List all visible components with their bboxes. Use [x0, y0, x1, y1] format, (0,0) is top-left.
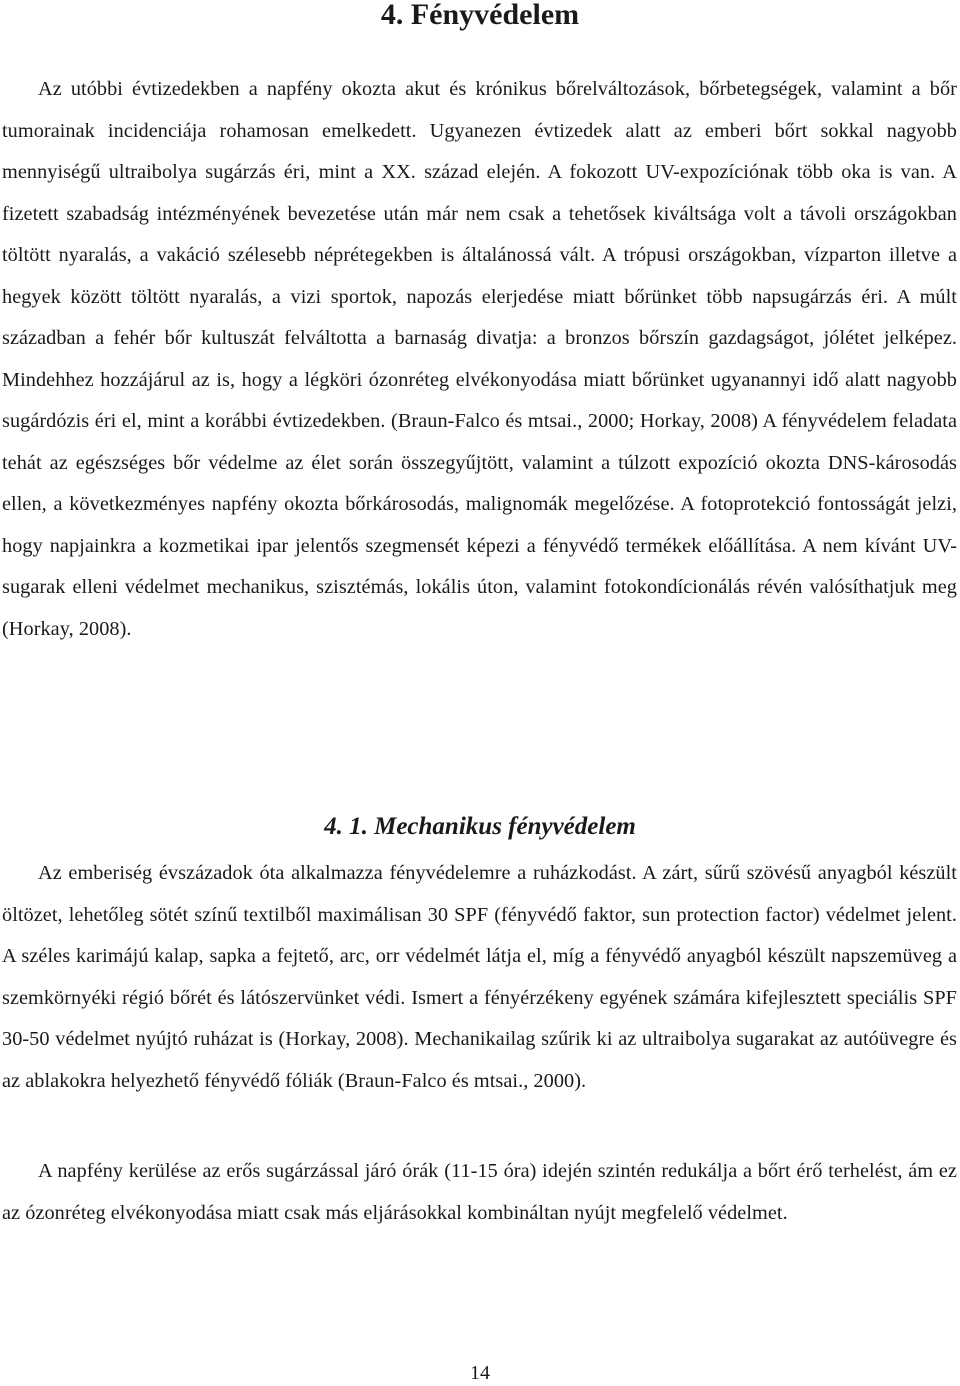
section-heading: 4. 1. Mechanikus fényvédelem [324, 813, 636, 840]
page-number: 14 [470, 1362, 490, 1384]
body-paragraph-2: Az emberiség évszázadok óta alkalmazza fényvédelemre a ruházkodást. A zárt, sűrű szövésű anyagból készült öltözet, lehetőleg sötét színű textilből maximálisan 30 SPF (fényvédő faktor, sun protection factor) védelmet jelent. A széles karimájú kalap, sapka a fejtető, arc, orr védelmét látja el, míg a fényvédő anyagból készült napszemüveg a szemkörnyéki régió bőrét és látószervünket védi. Ismert a fényérzékeny egyének számára kifejlesztett speciális SPF 30-50 védelmet nyújtó ruházat is (Horkay, 2008). Mechanikailag szűrik ki az ultraibolya sugarakat az autóüvegre és az ablakokra helyezhető fényvédő fóliák (Braun-Falco és mtsai., 2000). [2, 862, 957, 1092]
chapter-title: 4. Fényvédelem [380, 0, 580, 31]
body-paragraph-3: A napfény kerülése az erős sugárzással járó órák (11-15 óra) idején szintén redukálja a bőrt érő terhelést, ám ez az ózonréteg elvékonyodása miatt csak más eljárásokkal kombináltan nyújt megfelelő védelmet. [2, 1160, 957, 1224]
body-paragraph-1: Az utóbbi évtizedekben a napfény okozta akut és krónikus bőrelváltozások, bőrbetegségek, valamint a bőr tumorainak incidenciája rohamosan emelkedett. Ugyanezen évtizedek alatt az emberi bőrt sokkal nagyobb mennyiségű ultraibolya sugárzás éri, mint a XX. század elején. A fokozott UV-expozíciónak több oka is van. A fizetett szabadság intézményének bevezetése után már nem csak a tehetősek kiváltsága volt a távoli országokban töltött nyaralás, a vakáció szélesebb néprétegekben is általánossá vált. A trópusi országokban, vízparton illetve a hegyek között töltött nyaralás, a vizi sportok, napozás elerjedése miatt bőrünket több napsugárzás éri. A múlt században a fehér bőr kultuszát felváltotta a barnaság divatja: a bronzos bőrszín gazdagságot, jólétet jelképez. Mindehhez hozzájárul az is, hogy a légköri ózonréteg elvékonyodása miatt bőrünket ugyanannyi idő alatt nagyobb sugárdózis éri el, mint a korábbi évtizedekben. (Braun-Falco és mtsai., 2000; Horkay, 2008) A fényvédelem feladata tehát az egészséges bőr védelme az élet során összegyűjtött, valamint a túlzott expozíció okozta DNS-károsodás ellen, a következményes napfény okozta bőrkárosodás, malignomák megelőzése. A fotoprotekció fontosságát jelzi, hogy napjainkra a kozmetikai ipar jelentős szegmensét képezi a fényvédő termékek előállítása. A nem kívánt UV-sugarak elleni védelmet mechanikus, szisztémás, lokális úton, valamint fotokondícionálás révén valósíthatjuk meg (Horkay, 2008). [2, 78, 957, 640]
